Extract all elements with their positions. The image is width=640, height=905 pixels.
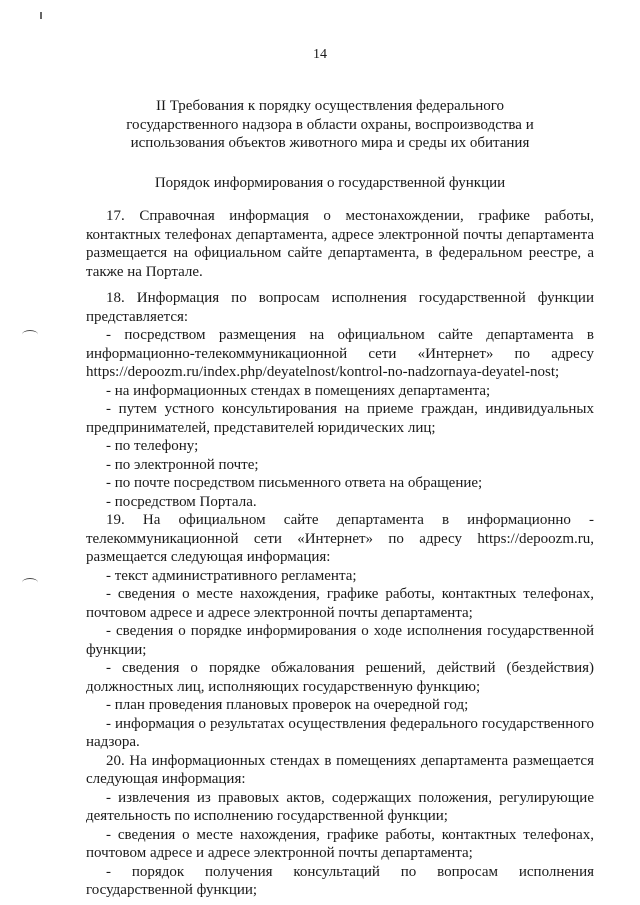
list-item: - по почте посредством письменного ответа на обращение; bbox=[106, 475, 483, 491]
binding-hole-mark bbox=[22, 330, 38, 339]
list-item: - по электронной почте; bbox=[106, 456, 259, 473]
list-item: - извлечения из правовых актов, содержащих положения, регулирующие деятельность по исполнению государственной функции; bbox=[86, 789, 594, 824]
scan-artifact bbox=[40, 12, 42, 19]
list-item: - сведения о месте нахождения, графике работы, контактных телефонах, почтовом адресе и адресе электронной почты департамента; bbox=[86, 586, 594, 621]
page-number: 14 bbox=[313, 47, 327, 62]
list-item: - текст административного регламента; bbox=[106, 567, 357, 584]
paragraph-17: 17. Справочная информация о местонахождении, графике работы, контактных телефонах департамента, адресе электронной почты департамента размещается на официальном сайте департамента, в федеральном реестре, а также на Портале. bbox=[86, 208, 594, 280]
document-body bbox=[86, 207, 594, 900]
list-item: - сведения о порядке обжалования решений, действий (бездействия) должностных лиц, исполняющих государственную функцию; bbox=[86, 660, 594, 695]
list-item: - по телефону; bbox=[106, 438, 199, 454]
subsection-title: Порядок информирования о государственной функции bbox=[154, 175, 506, 191]
list-item: - информация о результатах осуществления федерального государственного надзора. bbox=[86, 715, 594, 750]
paragraph-20: 20. На информационных стендах в помещениях департамента размещается следующая информация: bbox=[86, 752, 594, 787]
list-item: - план проведения плановых проверок на очередной год; bbox=[106, 697, 469, 713]
list-item: - путем устного консультирования на приеме граждан, индивидуальных предпринимателей, представителей юридических лиц; bbox=[86, 401, 594, 436]
list-item: - порядок получения консультаций по вопросам исполнения государственной функции; bbox=[86, 863, 594, 898]
paragraph-18: 18. Информация по вопросам исполнения государственной функции представляется: bbox=[86, 290, 594, 325]
binding-hole-mark bbox=[22, 578, 38, 587]
list-item: - на информационных стендах в помещениях департамента; bbox=[106, 382, 491, 399]
list-item: - посредством размещения на официальном сайте департамента в информационно-телекоммуникационной сети «Интернет» по адресу https://depoozm.ru/index.php/deyatelnost/kontrol-no-nadzornaya-deyatel-nost; bbox=[86, 327, 594, 380]
list-item: - посредством Портала. bbox=[106, 493, 257, 510]
section-title: II Требования к порядку осуществления федерального государственного надзора в области охраны, воспроизводства и использования объектов животного мира и среды их обитания bbox=[126, 98, 534, 151]
list-item: - сведения о месте нахождения, графике работы, контактных телефонах, почтовом адресе и адресе электронной почты департамента; bbox=[86, 826, 594, 861]
list-item: - сведения о порядке информирования о ходе исполнения государственной функции; bbox=[86, 623, 594, 658]
paragraph-19: 19. На официальном сайте департамента в информационно - телекоммуникационной сети «Интернет» по адресу https://depoozm.ru, размещается следующая информация: bbox=[86, 512, 594, 565]
